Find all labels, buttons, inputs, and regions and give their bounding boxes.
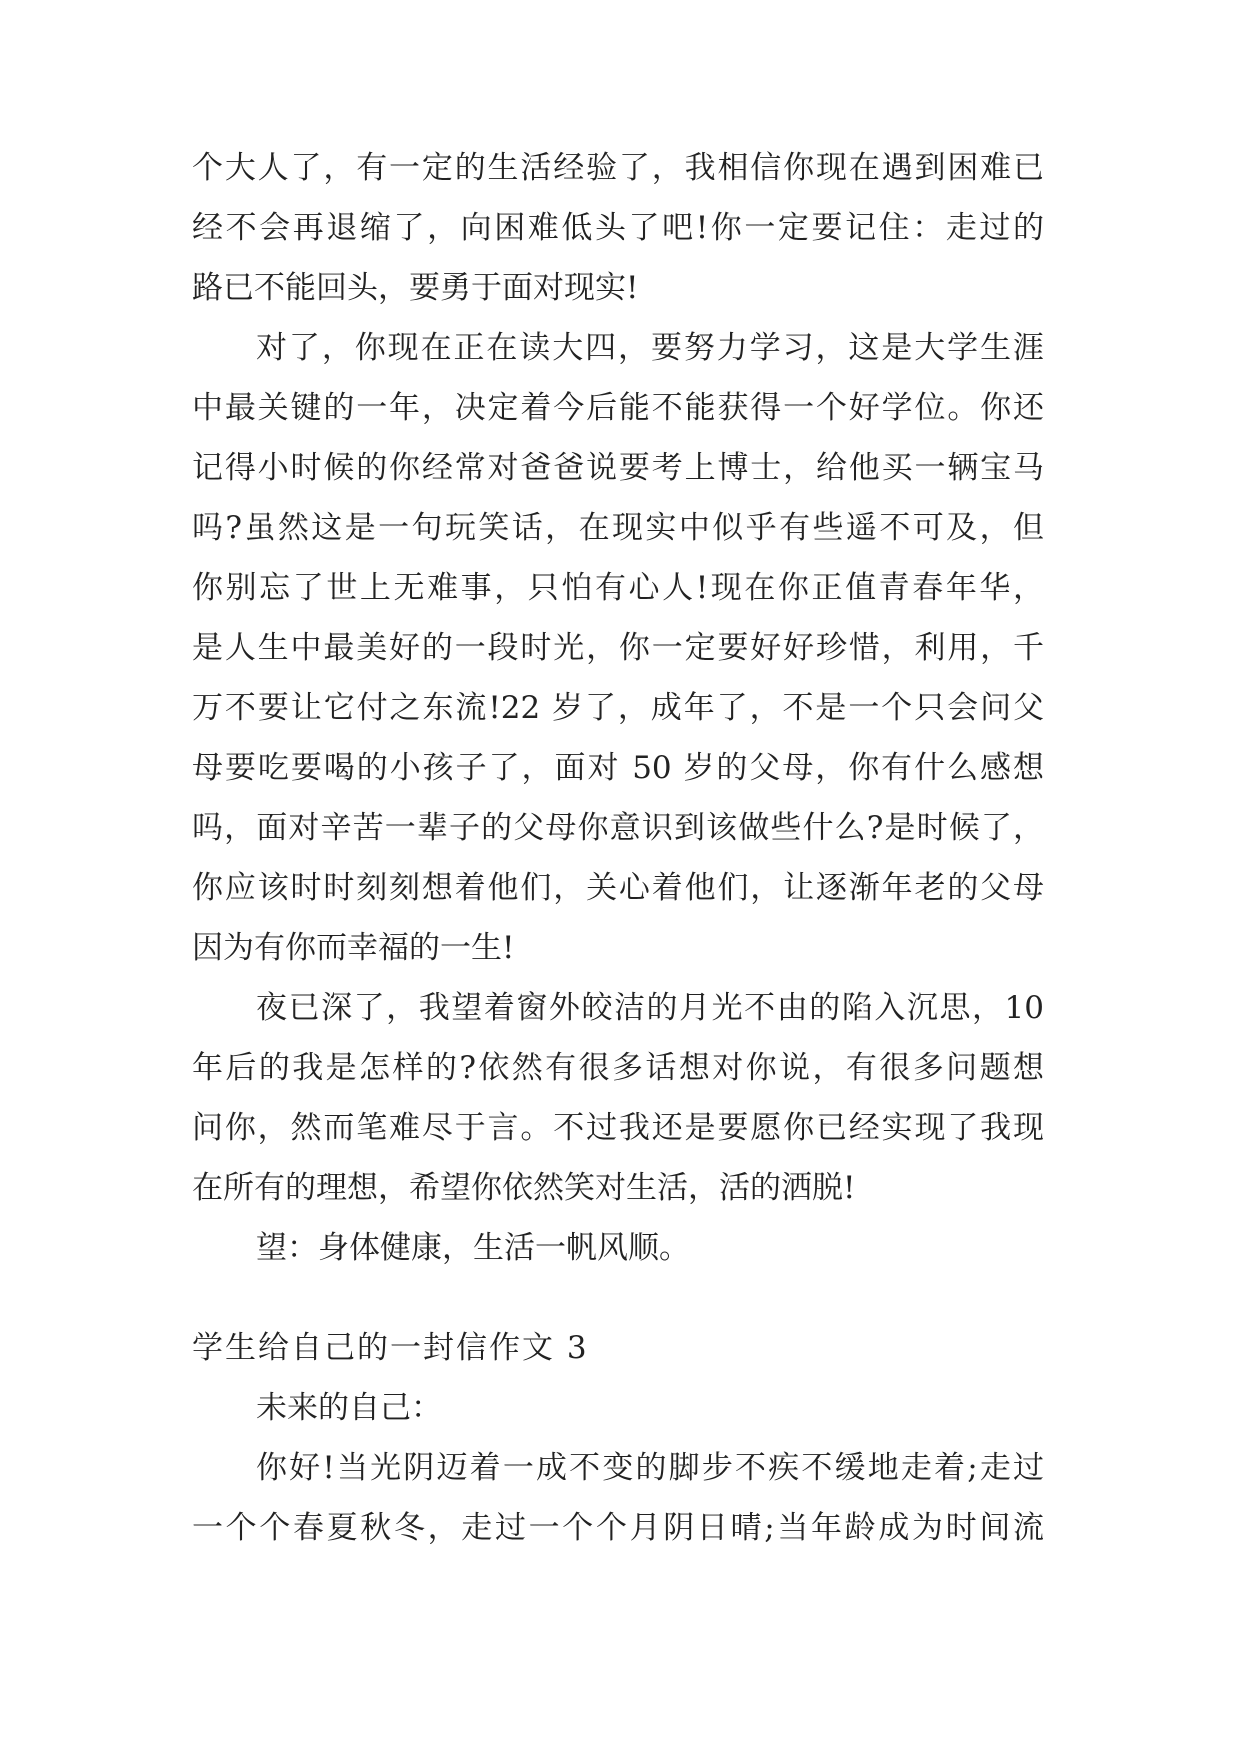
section-heading: 学生给自己的一封信作文 3 <box>192 1330 589 1366</box>
text-line: 经不会再退缩了，向困难低头了吧!你一定要记住：走过的 <box>192 210 1044 246</box>
text-line: 在所有的理想，希望你依然笑对生活，活的洒脱! <box>192 1170 856 1206</box>
text-line: 路已不能回头，要勇于面对现实! <box>192 270 639 306</box>
salutation: 未来的自己： <box>256 1390 442 1426</box>
text-line: 你应该时时刻刻想着他们，关心着他们，让逐渐年老的父母 <box>192 870 1044 906</box>
text-line: 望：身体健康，生活一帆风顺。 <box>256 1230 690 1266</box>
text-line: 万不要让它付之东流!22 岁了，成年了，不是一个只会问父 <box>192 690 1044 726</box>
text-line: 你好!当光阴迈着一成不变的脚步不疾不缓地走着;走过 <box>256 1450 1044 1486</box>
text-line: 吗，面对辛苦一辈子的父母你意识到该做些什么?是时候了， <box>192 810 1044 846</box>
text-line: 对了，你现在正在读大四，要努力学习，这是大学生涯 <box>256 330 1044 366</box>
text-line: 问你，然而笔难尽于言。不过我还是要愿你已经实现了我现 <box>192 1110 1044 1146</box>
text-line: 个大人了，有一定的生活经验了，我相信你现在遇到困难已 <box>192 150 1044 186</box>
text-line: 记得小时候的你经常对爸爸说要考上博士，给他买一辆宝马 <box>192 450 1044 486</box>
text-line: 是人生中最美好的一段时光，你一定要好好珍惜，利用，千 <box>192 630 1044 666</box>
text-line: 夜已深了，我望着窗外皎洁的月光不由的陷入沉思，10 <box>256 990 1044 1026</box>
text-line: 年后的我是怎样的?依然有很多话想对你说，有很多问题想 <box>192 1050 1044 1086</box>
text-line: 你别忘了世上无难事，只怕有心人!现在你正值青春年华， <box>192 570 1044 606</box>
text-line: 吗?虽然这是一句玩笑话，在现实中似乎有些遥不可及，但 <box>192 510 1044 546</box>
text-line: 中最关键的一年，决定着今后能不能获得一个好学位。你还 <box>192 390 1044 426</box>
text-line: 因为有你而幸福的一生! <box>192 930 515 966</box>
text-line: 一个个春夏秋冬，走过一个个月阴日晴;当年龄成为时间流 <box>192 1510 1044 1546</box>
text-line: 母要吃要喝的小孩子了，面对 50 岁的父母，你有什么感想 <box>192 750 1044 786</box>
